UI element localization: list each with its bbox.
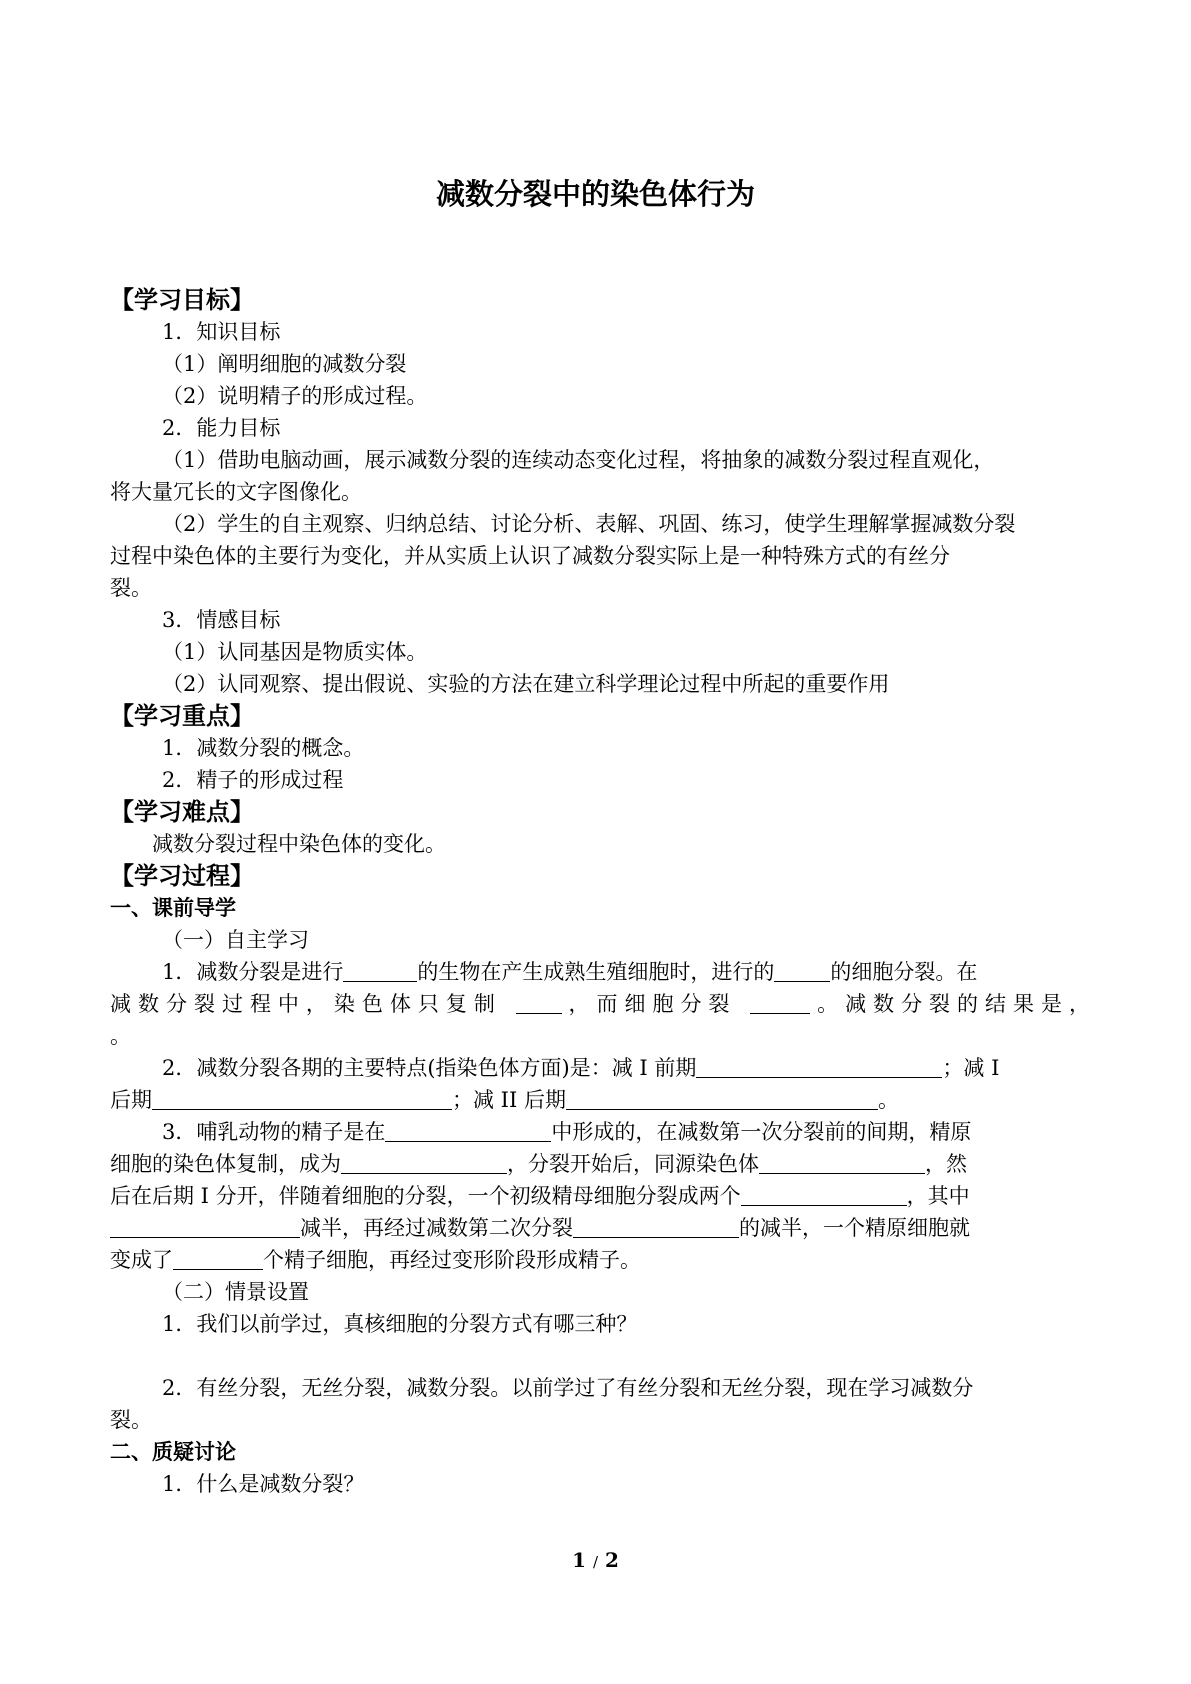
q2-text-b: ；减 I — [942, 1056, 1000, 1080]
goal-ability-2-line3: 裂。 — [110, 576, 152, 600]
question-1-line2 — [110, 988, 1090, 1020]
q3-text-c: 细胞的染色体复制，成为 — [110, 1152, 341, 1176]
q3-blank-6[interactable] — [573, 1215, 739, 1238]
question-3-line5 — [110, 1244, 1090, 1276]
section-discussion: 二、质疑讨论 — [110, 1440, 236, 1464]
q3-blank-4[interactable] — [741, 1183, 907, 1206]
heading-key-points: 【学习重点】 — [110, 702, 254, 730]
q2-text-c: 后期 — [110, 1088, 152, 1112]
q1-blank-2[interactable] — [774, 959, 830, 982]
heading-learning-goals: 【学习目标】 — [110, 286, 254, 314]
q3-text-e: ，然 — [925, 1152, 967, 1176]
question-3-line2 — [110, 1148, 1090, 1180]
goal-knowledge: 1．知识目标 — [162, 320, 281, 344]
q3-text-a: 3．哺乳动物的精子是在 — [162, 1120, 386, 1144]
q2-text-e: 。 — [877, 1088, 899, 1112]
goal-ability-1-line2: 将大量冗长的文字图像化。 — [110, 480, 362, 504]
question-3-line3 — [110, 1180, 1090, 1212]
q1-text-a: 1．减数分裂是进行 — [162, 960, 344, 984]
q3-text-d: ，分裂开始后，同源染色体 — [507, 1152, 759, 1176]
q3-text-j: 变成了 — [110, 1248, 173, 1272]
difficulty-text: 减数分裂过程中染色体的变化。 — [152, 832, 446, 856]
subsection-scenario: （二）情景设置 — [162, 1280, 309, 1304]
q3-blank-2[interactable] — [341, 1151, 507, 1174]
scenario-answer-line1: 2．有丝分裂，无丝分裂，减数分裂。以前学过了有丝分裂和无丝分裂，现在学习减数分 — [162, 1376, 974, 1400]
scenario-question-1: 1．我们以前学过，真核细胞的分裂方式有哪三种？ — [162, 1312, 638, 1336]
q3-blank-1[interactable] — [385, 1119, 551, 1142]
discussion-question-1: 1．什么是减数分裂？ — [162, 1472, 365, 1496]
key-point-1: 1．减数分裂的概念。 — [162, 736, 365, 760]
q3-blank-5[interactable] — [110, 1215, 300, 1238]
q3-text-f: 后在后期 I 分开，伴随着细胞的分裂，一个初级精母细胞分裂成两个 — [110, 1184, 741, 1208]
q3-text-b: 中形成的，在减数第一次分裂前的间期，精原 — [551, 1120, 972, 1144]
answer-space — [110, 1340, 1090, 1372]
q1-blank-3[interactable] — [516, 991, 562, 1014]
subsection-self-study: （一）自主学习 — [162, 928, 309, 952]
goal-knowledge-1: （1）阐明细胞的减数分裂 — [162, 352, 407, 376]
heading-difficulty: 【学习难点】 — [110, 798, 254, 826]
q2-blank-1[interactable] — [696, 1055, 942, 1078]
goal-ability-2-line2: 过程中染色体的主要行为变化，并从实质上认识了减数分裂实际上是一种特殊方式的有丝分 — [110, 544, 950, 568]
q2-blank-3[interactable] — [566, 1087, 878, 1110]
question-2-line2 — [110, 1084, 1090, 1116]
q1-text-d: 减数分裂过程中，染色体只复制 — [110, 992, 502, 1016]
page-current: 1 — [572, 1548, 586, 1572]
goal-knowledge-2: （2）说明精子的形成过程。 — [162, 384, 428, 408]
q2-text-a: 2．减数分裂各期的主要特点(指染色体方面)是：减 I 前期 — [162, 1056, 697, 1080]
goal-emotion-1: （1）认同基因是物质实体。 — [162, 640, 428, 664]
q2-blank-2[interactable] — [152, 1087, 452, 1110]
scenario-answer-line2: 裂。 — [110, 1408, 152, 1432]
q3-blank-7[interactable] — [173, 1247, 263, 1270]
goal-ability-2-line1: （2）学生的自主观察、归纳总结、讨论分析、表解、巩固、练习，使学生理解掌握减数分裂 — [162, 512, 1016, 536]
goal-emotion: 3．情感目标 — [162, 608, 281, 632]
q3-text-g: ，其中 — [906, 1184, 970, 1208]
q2-text-d: ；减 II 后期 — [452, 1088, 566, 1112]
key-point-2: 2．精子的形成过程 — [162, 768, 344, 792]
q3-text-k: 个精子细胞，再经过变形阶段形成精子。 — [263, 1248, 641, 1272]
question-2-line1 — [110, 1052, 1090, 1084]
q3-text-i: 的减半，一个精原细胞就 — [739, 1216, 970, 1240]
page-separator: / — [592, 1553, 599, 1571]
q1-text-c: 的细胞分裂。在 — [830, 960, 978, 984]
goal-emotion-2: （2）认同观察、提出假说、实验的方法在建立科学理论过程中所起的重要作用 — [162, 672, 890, 696]
q1-text-e: ，而细胞分裂 — [561, 992, 737, 1016]
heading-process: 【学习过程】 — [110, 862, 254, 890]
document-title: 减数分裂中的染色体行为 — [435, 177, 755, 211]
page-total: 2 — [605, 1548, 619, 1572]
q1-blank-4[interactable] — [750, 991, 810, 1014]
q3-text-h: 减半，再经过减数第二次分裂 — [300, 1216, 573, 1240]
q1-text-b: 的生物在产生成熟生殖细胞时，进行的 — [417, 960, 775, 984]
question-1-line1 — [110, 956, 1090, 988]
section-pre-study: 一、课前导学 — [110, 896, 236, 920]
question-1-line3: 。 — [110, 1024, 131, 1048]
q1-text-f: 。减数分裂的结果是， — [810, 992, 1090, 1016]
page-number — [0, 1548, 1191, 1572]
q1-blank-1[interactable] — [343, 959, 417, 982]
question-3-line1 — [110, 1116, 1090, 1148]
document-body — [110, 284, 1090, 1500]
question-3-line4 — [110, 1212, 1090, 1244]
goal-ability: 2．能力目标 — [162, 416, 281, 440]
q3-blank-3[interactable] — [759, 1151, 925, 1174]
goal-ability-1-line1: （1）借助电脑动画，展示减数分裂的连续动态变化过程，将抽象的减数分裂过程直观化， — [162, 448, 995, 472]
